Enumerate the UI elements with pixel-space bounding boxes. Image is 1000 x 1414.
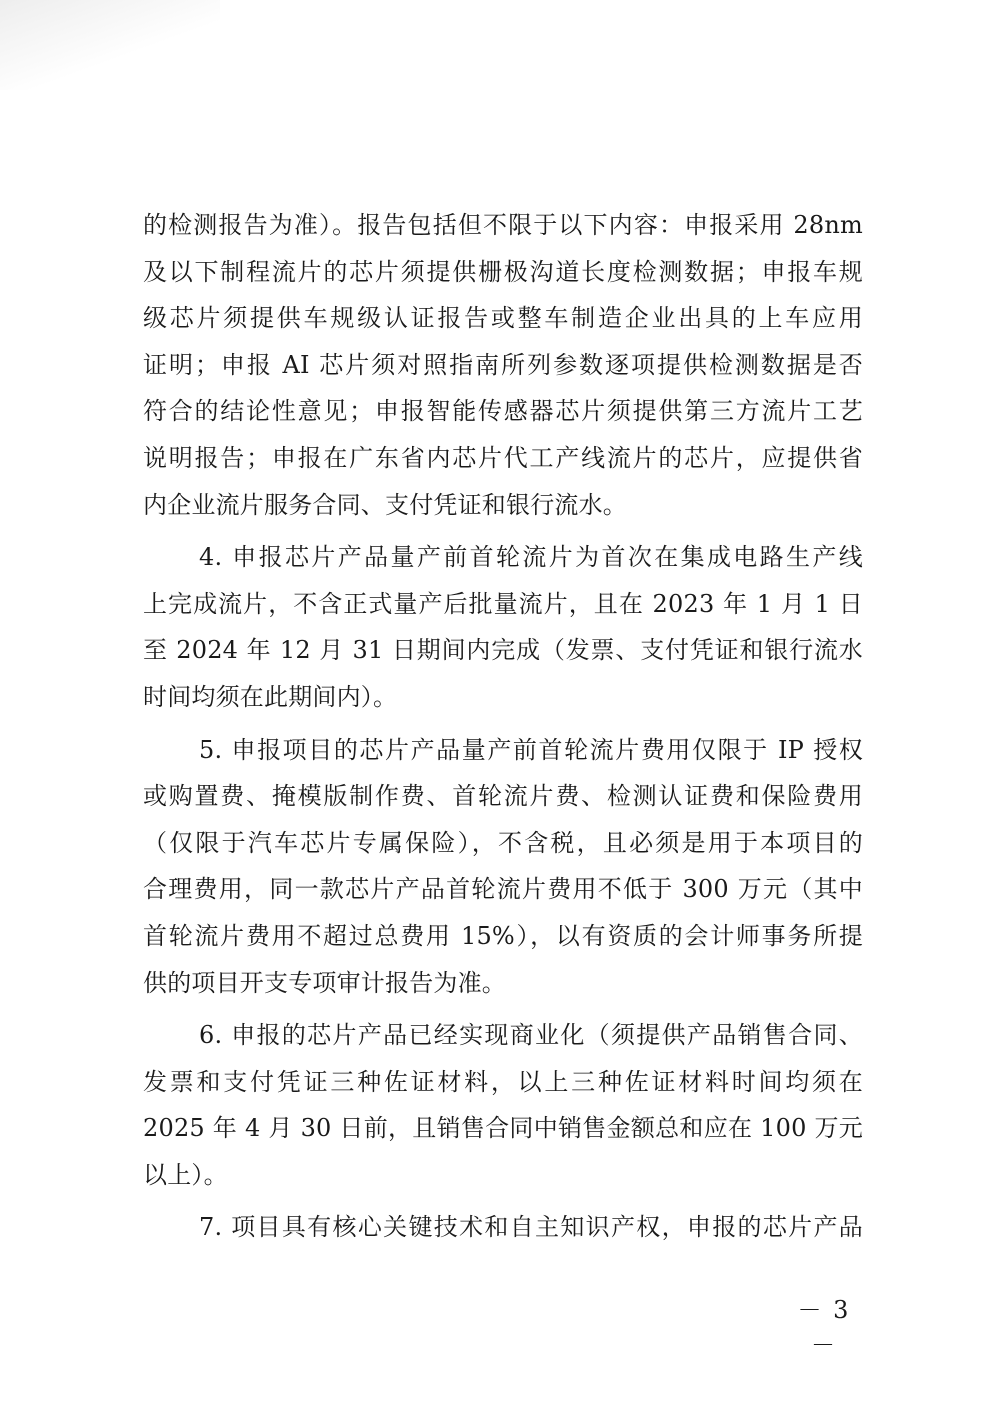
item-6-heading-line: 6. 申报的芯片产品已经实现商业化（须提供产品销售合同、 <box>199 1021 863 1050</box>
paragraph-line: 上完成流片，不含正式量产后批量流片，且在 2023 年 1 月 1 日 <box>143 589 863 618</box>
paragraph-line: 合理费用，同一款芯片产品首轮流片费用不低于 300 万元（其中 <box>143 875 863 904</box>
paragraph-line: 及以下制程流片的芯片须提供栅极沟道长度检测数据；申报车规 <box>143 257 863 286</box>
paragraph-line: 以上）。 <box>143 1160 228 1189</box>
paragraph-line: （仅限于汽车芯片专属保险），不含税，且必须是用于本项目的 <box>143 828 863 857</box>
item-5-heading-line: 5. 申报项目的芯片产品量产前首轮流片费用仅限于 IP 授权 <box>199 735 863 764</box>
paragraph-line: 2025 年 4 月 30 日前，且销售合同中销售金额总和应在 100 万元 <box>143 1114 863 1143</box>
paragraph-line: 内企业流片服务合同、支付凭证和银行流水。 <box>143 490 627 519</box>
scan-shading <box>0 0 220 90</box>
paragraph-line: 首轮流片费用不超过总费用 15%），以有资质的会计师事务所提 <box>143 921 863 950</box>
paragraph-line: 至 2024 年 12 月 31 日期间内完成（发票、支付凭证和银行流水 <box>143 636 863 665</box>
body-text <box>143 202 863 1251</box>
paragraph-line: 级芯片须提供车规级认证报告或整车制造企业出具的上车应用 <box>143 304 863 333</box>
page-number: － 3 － <box>797 1296 851 1359</box>
paragraph-line: 时间均须在此期间内）。 <box>143 682 398 711</box>
paragraph-line: 符合的结论性意见；申报智能传感器芯片须提供第三方流片工艺 <box>143 397 863 426</box>
paragraph-line: 或购置费、掩模版制作费、首轮流片费、检测认证费和保险费用 <box>143 782 863 811</box>
paragraph-line: 供的项目开支专项审计报告为准。 <box>143 968 506 997</box>
paragraph-line: 发票和支付凭证三种佐证材料，以上三种佐证材料时间均须在 <box>143 1067 863 1096</box>
item-4-heading-line: 4. 申报芯片产品量产前首轮流片为首次在集成电路生产线 <box>199 543 863 572</box>
paragraph-line: 的检测报告为准）。报告包括但不限于以下内容：申报采用 28nm <box>143 211 863 239</box>
item-7-heading-line: 7. 项目具有核心关键技术和自主知识产权，申报的芯片产品 <box>199 1213 863 1242</box>
paragraph-line: 说明报告；申报在广东省内芯片代工产线流片的芯片，应提供省 <box>143 443 863 472</box>
paragraph-line: 证明；申报 AI 芯片须对照指南所列参数逐项提供检测数据是否 <box>143 350 863 379</box>
